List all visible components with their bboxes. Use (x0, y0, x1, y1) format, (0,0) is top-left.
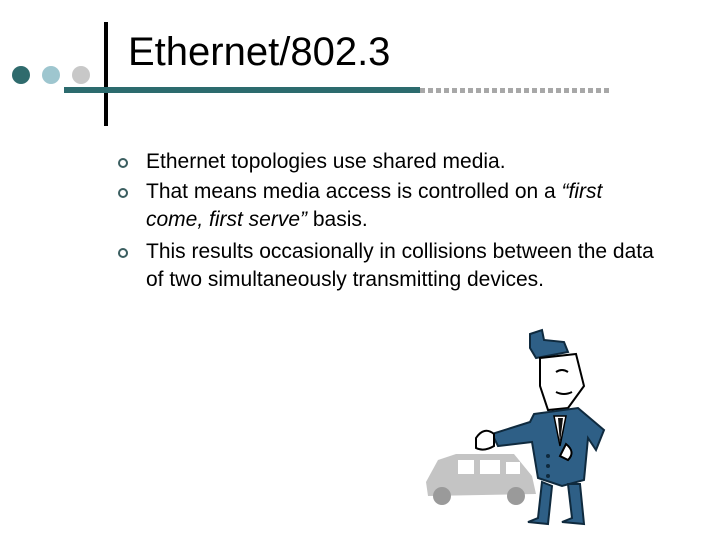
ring-bullet-icon (118, 248, 128, 258)
bullet-list (116, 148, 656, 294)
bullet-text: That means media access is controlled on a (146, 180, 562, 203)
decor-dot-gray (72, 66, 90, 84)
bullet-text: This results occasionally in collisions between the data of two simultaneously transmitting devices. (146, 240, 654, 291)
ring-bullet-icon (118, 158, 128, 168)
man-figure-icon (476, 330, 604, 524)
bullet-emphasis: “first come, first serve” (146, 180, 603, 231)
decor-dot-light (42, 66, 60, 84)
title-vertical-rule (104, 22, 108, 126)
title-underline (64, 87, 420, 93)
bullet-text: Ethernet topologies use shared media. (146, 150, 506, 173)
decor-dot-dark (12, 66, 30, 84)
bullet-item (116, 238, 656, 294)
bullet-text-tail: basis. (307, 208, 368, 231)
bullet-item (116, 178, 656, 234)
bullet-item (116, 148, 656, 176)
ring-bullet-icon (118, 188, 128, 198)
car-icon (426, 454, 536, 505)
title-underline-dashed (420, 88, 612, 93)
slide-title: Ethernet/802.3 (128, 30, 391, 74)
clipart-man-with-car (418, 326, 618, 526)
